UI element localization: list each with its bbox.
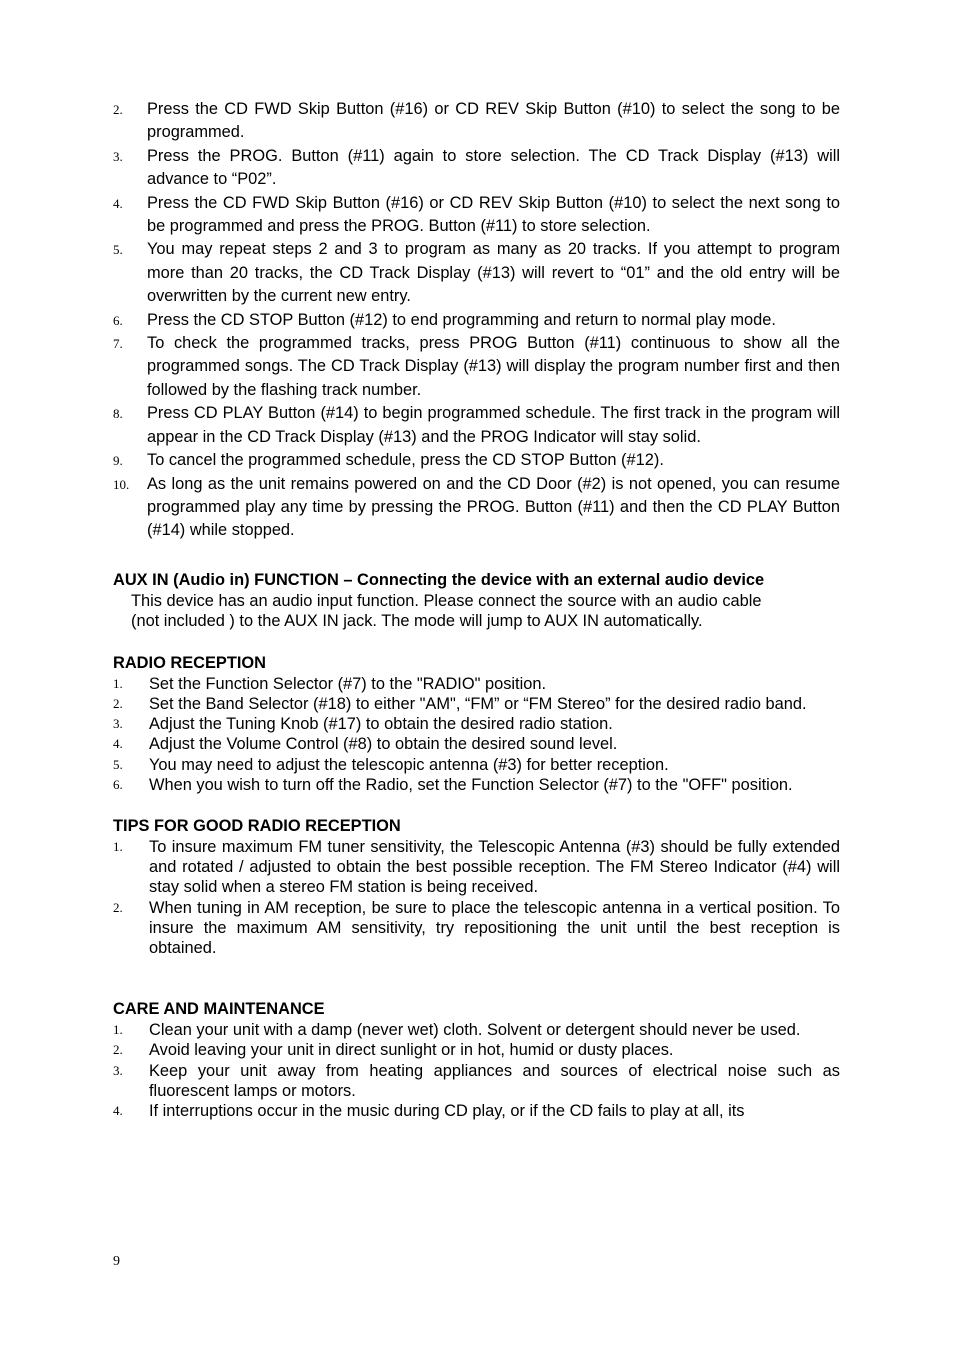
aux-paragraph xyxy=(113,591,840,632)
list-item xyxy=(113,402,840,449)
list-item xyxy=(113,192,840,239)
radio-list xyxy=(113,674,840,795)
list-number: 3. xyxy=(113,1062,123,1078)
program-steps-list xyxy=(113,98,840,543)
list-number: 2. xyxy=(113,102,123,117)
list-item xyxy=(113,1020,840,1040)
list-item xyxy=(113,1101,840,1121)
list-number: 5. xyxy=(113,756,123,772)
list-text: Avoid leaving your unit in direct sunlight or in hot, humid or dusty places. xyxy=(149,1041,674,1060)
page-number: 9 xyxy=(113,1254,120,1269)
list-number: 2. xyxy=(113,1042,123,1058)
list-text: If interruptions occur in the music during CD play, or if the CD fails to play at all, its xyxy=(149,1101,745,1120)
list-number: 10. xyxy=(113,476,130,492)
care-list xyxy=(113,1020,840,1121)
aux-line: This device has an audio input function. Please connect the source with an audio cable xyxy=(131,591,762,610)
list-text: Set the Band Selector (#18) to either "AM", “FM” or “FM Stereo” for the desired radio band. xyxy=(149,694,807,713)
aux-heading: AUX IN (Audio in) FUNCTION – Connecting the device with an external audio device xyxy=(113,570,765,589)
list-text: Press CD PLAY Button (#14) to begin programmed schedule. The first track in the program will appear in the CD Track Display (#13) and the PROG Indicator will stay solid. xyxy=(147,404,840,446)
list-number: 7. xyxy=(113,336,123,352)
list-item xyxy=(113,1061,840,1101)
list-item xyxy=(113,309,840,332)
list-text: You may need to adjust the telescopic antenna (#3) for better reception. xyxy=(149,755,669,774)
list-item xyxy=(113,755,840,775)
list-number: 4. xyxy=(113,736,123,752)
list-text: Keep your unit away from heating appliances and sources of electrical noise such as fluorescent lamps or motors. xyxy=(149,1061,840,1100)
list-number: 3. xyxy=(113,716,123,732)
list-item xyxy=(113,145,840,192)
list-number: 1. xyxy=(113,1022,123,1038)
aux-line: (not included ) to the AUX IN jack. The mode will jump to AUX IN automatically. xyxy=(131,612,703,631)
list-item xyxy=(113,775,840,795)
list-number: 9. xyxy=(113,453,123,469)
list-item xyxy=(113,473,840,543)
tips-list xyxy=(113,837,840,958)
page-content xyxy=(113,98,840,1121)
list-item xyxy=(113,694,840,714)
list-item xyxy=(113,238,840,308)
list-text: Press the CD FWD Skip Button (#16) or CD REV Skip Button (#10) to select the next song to be programmed and press the PROG. Button (#11) to store selection. xyxy=(147,193,840,236)
list-text: As long as the unit remains powered on and the CD Door (#2) is not opened, you can resume programmed play any time by pressing the PROG. Button (#11) and then the CD PLAY Button (#14) while stopped. xyxy=(147,474,840,540)
list-text: Press the CD FWD Skip Button (#16) or CD REV Skip Button (#10) to select the song to be programmed. xyxy=(147,100,840,142)
list-number: 6. xyxy=(113,312,123,328)
list-number: 1. xyxy=(113,838,123,854)
list-text: Press the CD STOP Button (#12) to end programming and return to normal play mode. xyxy=(147,310,776,329)
list-text: Adjust the Volume Control (#8) to obtain the desired sound level. xyxy=(149,735,618,754)
tips-heading: TIPS FOR GOOD RADIO RECEPTION xyxy=(113,816,401,835)
list-number: 4. xyxy=(113,195,123,211)
list-item xyxy=(113,1040,840,1060)
list-text: Clean your unit with a damp (never wet) cloth. Solvent or detergent should never be used. xyxy=(149,1021,801,1040)
list-text: When you wish to turn off the Radio, set the Function Selector (#7) to the "OFF" position. xyxy=(149,775,793,794)
list-item xyxy=(113,898,840,959)
list-text: To insure maximum FM tuner sensitivity, the Telescopic Antenna (#3) should be fully extended and rotated / adjusted to obtain the best possible reception. The FM Stereo Indicator (#4) will stay solid when a stereo FM station is being received. xyxy=(149,837,840,897)
radio-heading: RADIO RECEPTION xyxy=(113,653,266,672)
list-number: 8. xyxy=(113,406,123,422)
list-number: 2. xyxy=(113,899,123,915)
list-item xyxy=(113,332,840,402)
list-item xyxy=(113,734,840,754)
list-item xyxy=(113,674,840,694)
list-number: 2. xyxy=(113,695,123,711)
list-text: When tuning in AM reception, be sure to place the telescopic antenna in a vertical position. To insure the maximum AM sensitivity, try repositioning the unit until the best reception is obtained. xyxy=(149,898,840,957)
list-text: To cancel the programmed schedule, press the CD STOP Button (#12). xyxy=(147,451,664,470)
list-text: Set the Function Selector (#7) to the "RADIO" position. xyxy=(149,674,547,693)
list-item xyxy=(113,837,840,898)
list-number: 5. xyxy=(113,242,123,258)
care-heading: CARE AND MAINTENANCE xyxy=(113,1000,325,1019)
list-number: 4. xyxy=(113,1102,123,1118)
list-number: 3. xyxy=(113,148,123,164)
list-text: Press the PROG. Button (#11) again to store selection. The CD Track Display (#13) will advance to “P02”. xyxy=(147,146,840,189)
list-number: 1. xyxy=(113,675,123,691)
list-item xyxy=(113,98,840,145)
list-item xyxy=(113,714,840,734)
list-text: You may repeat steps 2 and 3 to program as many as 20 tracks. If you attempt to program more than 20 tracks, the CD Track Display (#13) will revert to “01” and the old entry will be overwritten by the current new entry. xyxy=(147,240,840,306)
list-text: To check the programmed tracks, press PROG Button (#11) continuous to show all the programmed songs. The CD Track Display (#13) will display the program number first and then followed by the flashing track number. xyxy=(147,334,840,399)
list-text: Adjust the Tuning Knob (#17) to obtain the desired radio station. xyxy=(149,715,613,734)
list-number: 6. xyxy=(113,776,123,792)
list-item xyxy=(113,449,840,472)
